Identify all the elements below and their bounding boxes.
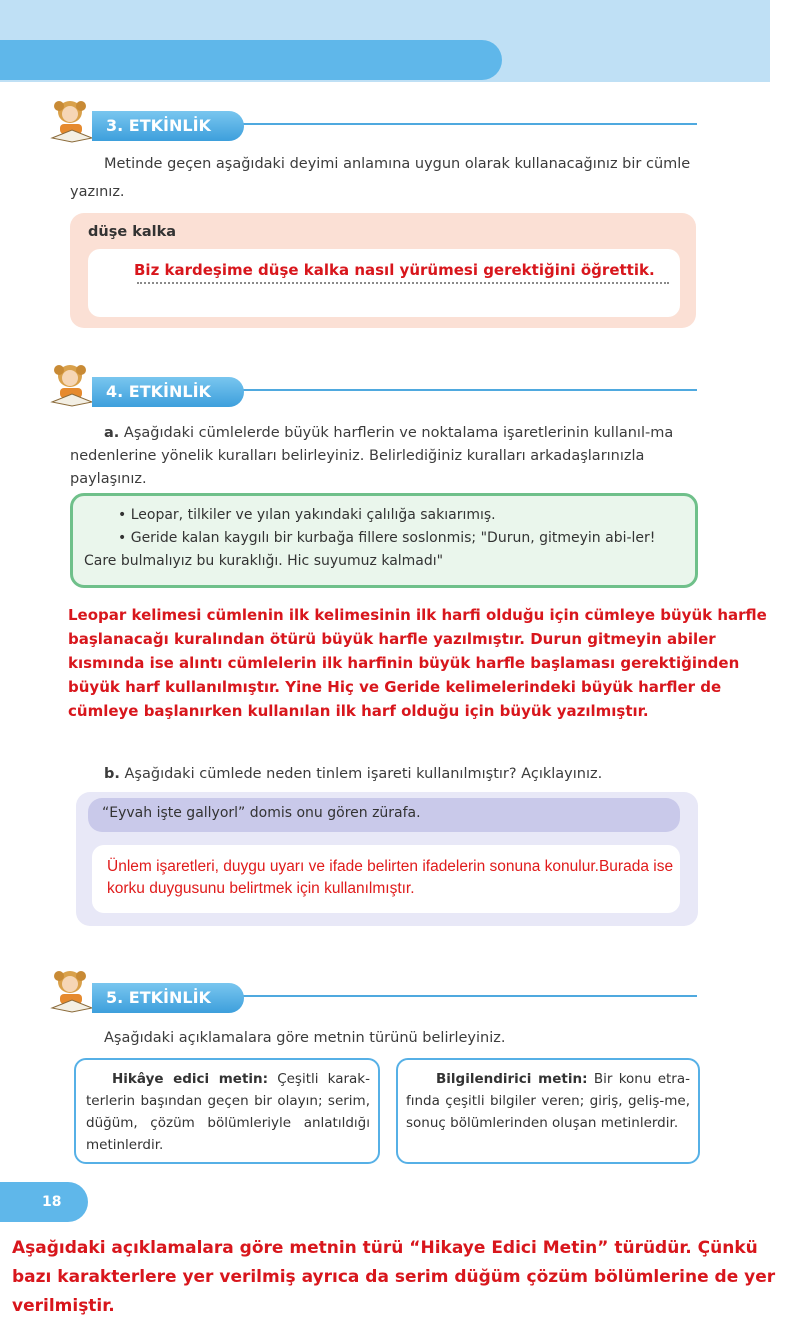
bullet-item: • Geride kalan kaygılı bir kurbağa fillere soslonmis; "Durun, gitmeyin abi-ler! Care bulmalıyız bu kuraklığı. Hic suyumuz kalmadı"	[84, 530, 656, 569]
section-5-title: 5. ETKİNLİK	[92, 983, 244, 1013]
part-a-text: Aşağıdaki cümlelerde büyük harflerin ve noktalama işaretlerinin kullanıl-ma nedenlerine yönelik kuralları belirleyiniz. Belirlediğiniz kuralları arkadaşlarınızla paylaşınız.	[70, 425, 674, 487]
girl-reading-icon	[46, 964, 98, 1014]
narrative-text-definition: Hikâye edici metin: Çeşitli karak-terlerin başından geçen bir olayın; serim, düğüm, çözüm bölümleriyle anlatıldığı metinlerdir.	[86, 1071, 370, 1153]
top-tab	[0, 40, 502, 80]
informative-text-definition: Bilgilendirici metin: Bir konu etra-fında çeşitli bilgiler veren; giriş, geliş-me, sonuç bölümlerinden oluşan metinlerdir.	[406, 1071, 691, 1131]
writing-line	[137, 282, 669, 284]
page-number: 18	[0, 1182, 88, 1222]
girl-reading-icon	[46, 358, 98, 408]
idiom-answer: Biz kardeşime düşe kalka nasıl yürümesi gerektiğini öğrettik.	[134, 261, 655, 279]
part-a-answer: Leopar kelimesi cümlenin ilk kelimesinin ilk harfi olduğu için cümleye büyük harfle başlanacağı kuralından ötürü büyük harfle yazılmıştır. Durun gitmeyin abiler kısmında ise alıntı cümlelerin ilk harfinin büyük harfle başlaması gerektiğinden büyük harf kullanılmıştır. Yine Hiç ve Geride kelimelerindeki büyük harfler de cümleye başlanırken kullanılan ilk harf olduğu için büyük yazılmıştır.	[68, 606, 767, 720]
part-b-text: Aşağıdaki cümlede neden tinlem işareti kullanılmıştır? Açıklayınız.	[124, 766, 603, 782]
part-b-label: b.	[104, 766, 120, 782]
idiom-label: düşe kalka	[88, 224, 177, 240]
section-4b-instruction	[104, 760, 724, 788]
section-4a-instruction	[70, 422, 698, 491]
part-a-label: a.	[104, 425, 120, 441]
final-answer: Aşağıdaki açıklamalara göre metnin türü “Hikaye Edici Metin” türüdür. Çünkü bazı karakterlere yer verilmiş ayrıca da serim düğüm çözüm bölümlerine de yer verilmiştir.	[12, 1238, 776, 1316]
section-5-instruction: Aşağıdaki açıklamalara göre metnin türünü belirleyiniz.	[104, 1030, 506, 1046]
quote-sentence: “Eyvah işte gallyorl” domis onu gören zürafa.	[102, 805, 421, 821]
bullet-item: • Leopar, tilkiler ve yılan yakındaki çalılığa sakıarımış.	[118, 507, 496, 523]
section-3-instruction: Metinde geçen aşağıdaki deyimi anlamına uygun olarak kullanacağınız bir cümle yazınız.	[70, 156, 691, 200]
part-b-answer: Ünlem işaretleri, duygu uyarı ve ifade belirten ifadelerin sonuna konulur.Burada ise korku duygusunu belirtmek için kullanılmıştır.	[107, 858, 674, 897]
section-4-title: 4. ETKİNLİK	[92, 377, 244, 407]
section-3-title: 3. ETKİNLİK	[92, 111, 244, 141]
example-sentences	[84, 504, 686, 573]
girl-reading-icon	[46, 94, 98, 144]
